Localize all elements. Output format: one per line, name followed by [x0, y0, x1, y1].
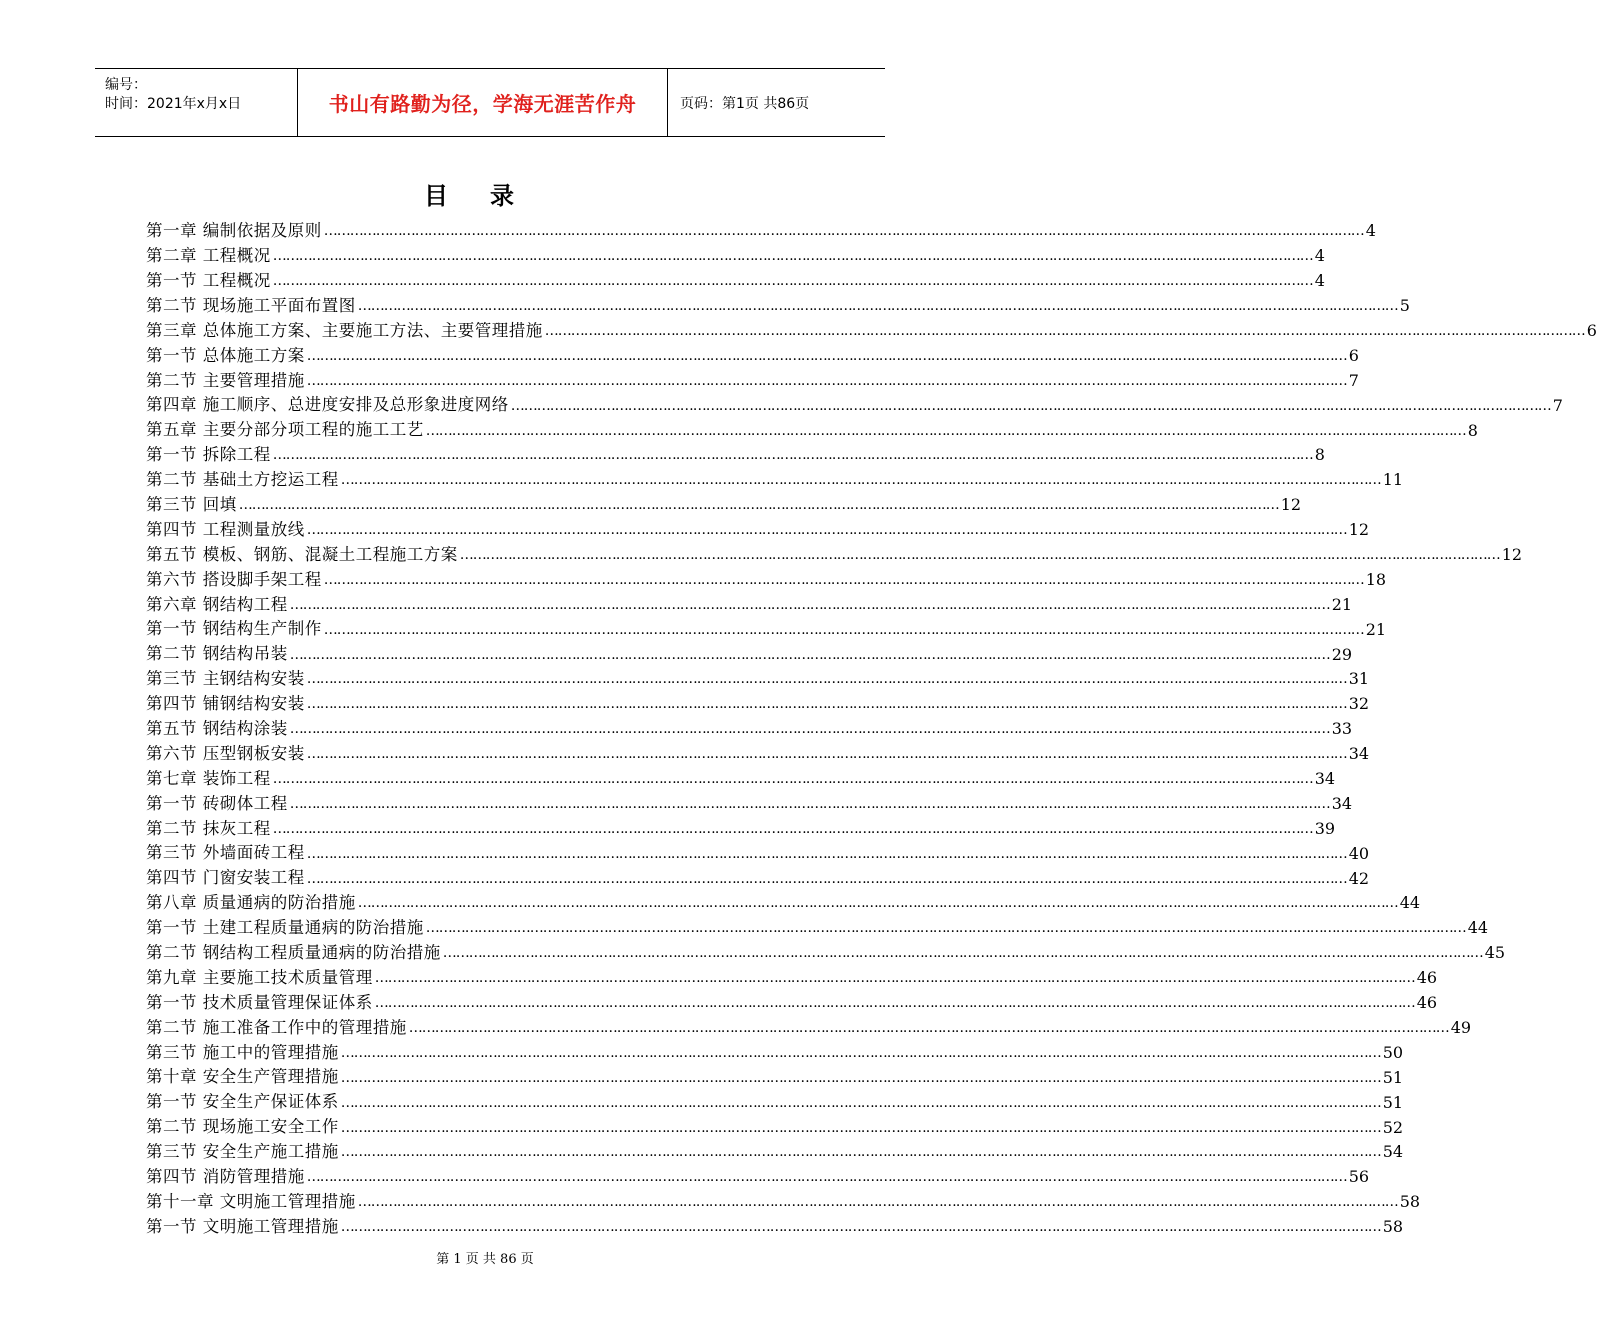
toc-entry: [146, 667, 1370, 692]
header-motto-cell: [298, 69, 668, 136]
toc-entry: [146, 1065, 1404, 1090]
toc-entry: [146, 1040, 1404, 1065]
toc-leader-dots: ……………………………………………………………………………………………………………………………………………………………………………………………………………………: [306, 522, 1347, 539]
toc-entry-label: 第四节 消防管理措施: [146, 1167, 305, 1187]
toc-entry: [146, 816, 1336, 841]
toc-entry-label: 第五节 钢结构涂装: [146, 719, 288, 738]
toc-entry-label: 第七章 装饰工程: [146, 768, 271, 788]
toc-entry: [146, 518, 1370, 543]
toc-entry-page: 12: [1280, 495, 1302, 515]
toc-entry: [146, 841, 1370, 866]
toc-entry-page: 49: [1450, 1017, 1472, 1037]
toc-entry-page: 8: [1314, 445, 1325, 465]
toc-entry-page: 40: [1348, 843, 1370, 863]
number-label: 编号：: [105, 77, 147, 93]
toc-entry-label: 第十一章 文明施工管理措施: [146, 1191, 356, 1211]
toc-entry: [146, 692, 1370, 717]
toc-entry-label: 第二章 工程概况: [146, 246, 271, 266]
toc-entry: [146, 343, 1359, 368]
toc-entry-page: 44: [1467, 918, 1489, 938]
toc-entry-page: 32: [1348, 694, 1370, 714]
toc-entry-label: 第五节 模板、钢筋、混凝土工程施工方案: [146, 544, 458, 564]
toc-leader-dots: ……………………………………………………………………………………………………………………………………………………………………………………………………………………: [340, 1069, 1381, 1086]
toc-entry-label: 第一章 编制依据及原则: [146, 221, 322, 241]
toc-entry: [146, 1016, 1472, 1041]
toc-entry: [146, 916, 1489, 941]
toc-entry: [146, 269, 1325, 294]
toc-entry-label: 第三节 主钢结构安装: [146, 669, 305, 689]
toc-leader-dots: ……………………………………………………………………………………………………………………………………………………………………………………………………………………: [374, 995, 1415, 1012]
toc-entry: [146, 642, 1353, 667]
toc-leader-dots: ……………………………………………………………………………………………………………………………………………………………………………………………………………………: [510, 397, 1551, 414]
toc-entry: [146, 368, 1359, 393]
toc-entry-page: 6: [1348, 345, 1359, 365]
toc-leader-dots: ……………………………………………………………………………………………………………………………………………………………………………………………………………………: [425, 422, 1466, 439]
toc-entry-label: 第十章 安全生产管理措施: [146, 1067, 339, 1087]
toc-entry: [146, 1115, 1404, 1140]
toc-entry-page: 4: [1365, 221, 1376, 241]
toc-entry: [146, 493, 1302, 518]
toc-leader-dots: ……………………………………………………………………………………………………………………………………………………………………………………………………………………: [272, 248, 1313, 265]
toc-leader-dots: ……………………………………………………………………………………………………………………………………………………………………………………………………………………: [374, 970, 1415, 987]
toc-entry-page: 21: [1365, 619, 1387, 639]
toc-entry: [146, 1190, 1421, 1215]
toc-entry-label: 第二节 基础土方挖运工程: [146, 470, 339, 490]
toc-leader-dots: ……………………………………………………………………………………………………………………………………………………………………………………………………………………: [323, 571, 1364, 588]
toc-entry: [146, 891, 1421, 916]
toc-entry-label: 第一节 文明施工管理措施: [146, 1216, 339, 1236]
toc-entry: [146, 294, 1410, 319]
toc-entry-label: 第二节 现场施工安全工作: [146, 1117, 339, 1137]
toc-leader-dots: ……………………………………………………………………………………………………………………………………………………………………………………………………………………: [357, 1194, 1398, 1211]
toc-entry: [146, 319, 1597, 344]
toc-leader-dots: ……………………………………………………………………………………………………………………………………………………………………………………………………………………: [238, 497, 1279, 514]
toc-leader-dots: ……………………………………………………………………………………………………………………………………………………………………………………………………………………: [306, 671, 1347, 688]
toc-entry-page: 45: [1484, 943, 1506, 963]
toc-entry: [146, 1215, 1404, 1240]
toc-entry-page: 7: [1348, 370, 1359, 390]
toc-leader-dots: ……………………………………………………………………………………………………………………………………………………………………………………………………………………: [272, 771, 1313, 788]
toc-entry-page: 5: [1399, 296, 1410, 316]
toc-entry-label: 第四节 铺钢结构安装: [146, 694, 305, 714]
toc-entry-label: 第六节 搭设脚手架工程: [146, 569, 322, 589]
toc-entry-label: 第一节 拆除工程: [146, 445, 271, 465]
toc-entry-page: 56: [1348, 1167, 1370, 1187]
toc-leader-dots: ……………………………………………………………………………………………………………………………………………………………………………………………………………………: [340, 1219, 1381, 1236]
toc-entry-page: 51: [1382, 1092, 1404, 1112]
toc-leader-dots: ……………………………………………………………………………………………………………………………………………………………………………………………………………………: [425, 920, 1466, 937]
toc-entry-page: 44: [1399, 893, 1421, 913]
toc-entry: [146, 244, 1325, 269]
toc-leader-dots: ……………………………………………………………………………………………………………………………………………………………………………………………………………………: [340, 1044, 1381, 1061]
toc-leader-dots: ……………………………………………………………………………………………………………………………………………………………………………………………………………………: [340, 1094, 1381, 1111]
toc-leader-dots: ……………………………………………………………………………………………………………………………………………………………………………………………………………………: [306, 1169, 1347, 1186]
toc-leader-dots: ……………………………………………………………………………………………………………………………………………………………………………………………………………………: [357, 298, 1398, 315]
toc-entry: [146, 1090, 1404, 1115]
toc-entry-page: 34: [1348, 744, 1370, 764]
toc-leader-dots: ……………………………………………………………………………………………………………………………………………………………………………………………………………………: [289, 721, 1330, 738]
toc-entry: [146, 742, 1370, 767]
toc-entry-label: 第四节 工程测量放线: [146, 519, 305, 539]
document-header: [95, 68, 885, 137]
toc-leader-dots: ……………………………………………………………………………………………………………………………………………………………………………………………………………………: [306, 372, 1347, 389]
toc-leader-dots: ……………………………………………………………………………………………………………………………………………………………………………………………………………………: [323, 223, 1364, 240]
toc-entry-label: 第三节 外墙面砖工程: [146, 843, 305, 863]
toc-entry-page: 12: [1348, 520, 1370, 540]
toc-entry-label: 第三章 总体施工方案、主要施工方法、主要管理措施: [146, 320, 543, 340]
toc-entry: [146, 767, 1336, 792]
header-page-info: 页码：第1页 共86页: [680, 95, 810, 112]
toc-entry-page: 52: [1382, 1117, 1404, 1137]
toc-entry: [146, 966, 1438, 991]
toc-entry: [146, 567, 1387, 592]
toc-leader-dots: ……………………………………………………………………………………………………………………………………………………………………………………………………………………: [544, 323, 1585, 339]
toc-entry: [146, 443, 1325, 468]
toc-entry-page: 31: [1348, 669, 1370, 689]
header-meta-cell: [95, 69, 298, 136]
toc-leader-dots: ……………………………………………………………………………………………………………………………………………………………………………………………………………………: [306, 696, 1347, 713]
toc-entry-label: 第八章 质量通病的防治措施: [146, 893, 356, 913]
toc-entry-label: 第一节 土建工程质量通病的防治措施: [146, 918, 424, 938]
toc-entry-page: 34: [1331, 793, 1353, 813]
toc-entry-page: 18: [1365, 569, 1387, 589]
toc-leader-dots: ……………………………………………………………………………………………………………………………………………………………………………………………………………………: [306, 746, 1347, 763]
toc-leader-dots: ……………………………………………………………………………………………………………………………………………………………………………………………………………………: [357, 895, 1398, 912]
toc-entry-page: 42: [1348, 868, 1370, 888]
toc-entry-label: 第二节 现场施工平面布置图: [146, 295, 356, 315]
toc-entry-page: 7: [1552, 395, 1563, 415]
toc-leader-dots: ……………………………………………………………………………………………………………………………………………………………………………………………………………………: [289, 596, 1330, 613]
toc-leader-dots: ……………………………………………………………………………………………………………………………………………………………………………………………………………………: [442, 945, 1483, 962]
toc-entry-label: 第二节 主要管理措施: [146, 370, 305, 390]
toc-entry-label: 第六节 压型钢板安装: [146, 743, 305, 763]
toc-leader-dots: ……………………………………………………………………………………………………………………………………………………………………………………………………………………: [306, 347, 1347, 364]
toc-leader-dots: ……………………………………………………………………………………………………………………………………………………………………………………………………………………: [408, 1019, 1449, 1036]
toc-entry-label: 第四节 门窗安装工程: [146, 868, 305, 888]
toc-entry-label: 第一节 技术质量管理保证体系: [146, 992, 373, 1012]
toc-entry-page: 8: [1467, 420, 1478, 440]
header-page-cell: [668, 69, 885, 136]
toc-entry-label: 第一节 钢结构生产制作: [146, 619, 322, 639]
toc-entry: [146, 219, 1376, 244]
toc-entry-label: 第九章 主要施工技术质量管理: [146, 967, 373, 987]
toc-entry: [146, 791, 1353, 816]
toc-entry-page: 4: [1314, 271, 1325, 291]
toc-entry-page: 34: [1314, 769, 1336, 789]
page-title: 目录: [424, 182, 556, 210]
toc-entry-label: 第三节 回填: [146, 494, 237, 514]
toc-entry: [146, 393, 1563, 418]
toc-leader-dots: ……………………………………………………………………………………………………………………………………………………………………………………………………………………: [289, 795, 1330, 812]
toc-entry-label: 第一节 总体施工方案: [146, 345, 305, 365]
toc-entry-page: 29: [1331, 644, 1353, 664]
toc-entry: [146, 1140, 1404, 1165]
toc-entry-page: 46: [1416, 968, 1438, 988]
motto-text: 书山有路勤为径，学海无涯苦作舟: [328, 92, 637, 116]
toc-entry: [146, 468, 1404, 493]
toc-entry-page: 50: [1382, 1042, 1404, 1062]
toc-entry: [146, 543, 1523, 568]
toc-leader-dots: ……………………………………………………………………………………………………………………………………………………………………………………………………………………: [306, 870, 1347, 887]
toc-entry: [146, 592, 1353, 617]
toc-entry-label: 第五章 主要分部分项工程的施工工艺: [146, 420, 424, 440]
time-label: 时间：2021年x月x日: [105, 96, 242, 112]
toc-entry-page: 58: [1382, 1217, 1404, 1237]
toc-entry-page: 33: [1331, 719, 1353, 739]
toc-entry-label: 第六章 钢结构工程: [146, 594, 288, 614]
toc-entry-page: 54: [1382, 1142, 1404, 1162]
toc-leader-dots: ……………………………………………………………………………………………………………………………………………………………………………………………………………………: [272, 273, 1313, 290]
toc-leader-dots: ……………………………………………………………………………………………………………………………………………………………………………………………………………………: [306, 845, 1347, 862]
toc-entry: [146, 866, 1370, 891]
toc-entry-page: 46: [1416, 993, 1438, 1013]
toc-entry-label: 第二节 施工准备工作中的管理措施: [146, 1017, 407, 1037]
toc-leader-dots: ……………………………………………………………………………………………………………………………………………………………………………………………………………………: [272, 447, 1313, 464]
toc-leader-dots: ……………………………………………………………………………………………………………………………………………………………………………………………………………………: [289, 646, 1330, 663]
toc-entry: [146, 1165, 1370, 1190]
toc-entry-label: 第三节 安全生产施工措施: [146, 1142, 339, 1162]
toc-leader-dots: ……………………………………………………………………………………………………………………………………………………………………………………………………………………: [340, 1119, 1381, 1136]
footer-page-number: 第 1 页 共 86 页: [436, 1252, 534, 1267]
toc-leader-dots: ……………………………………………………………………………………………………………………………………………………………………………………………………………………: [340, 1144, 1381, 1161]
toc-entry-label: 第一节 安全生产保证体系: [146, 1092, 339, 1112]
toc-entry-page: 51: [1382, 1067, 1404, 1087]
toc-entry-page: 12: [1501, 545, 1523, 565]
toc-entry-label: 第二节 钢结构工程质量通病的防治措施: [146, 943, 441, 963]
toc-entry: [146, 941, 1506, 966]
toc-leader-dots: ……………………………………………………………………………………………………………………………………………………………………………………………………………………: [459, 547, 1500, 564]
toc-entry-page: 11: [1382, 470, 1404, 490]
toc-leader-dots: ……………………………………………………………………………………………………………………………………………………………………………………………………………………: [272, 820, 1313, 837]
toc-entry-page: 21: [1331, 594, 1353, 614]
toc-leader-dots: ……………………………………………………………………………………………………………………………………………………………………………………………………………………: [323, 621, 1364, 638]
toc-entry-page: 4: [1314, 246, 1325, 266]
toc-entry-label: 第二节 钢结构吊装: [146, 644, 288, 664]
toc-entry-label: 第一节 工程概况: [146, 270, 271, 290]
toc-entry: [146, 418, 1478, 443]
toc-entry-label: 第四章 施工顺序、总进度安排及总形象进度网络: [146, 395, 509, 415]
toc-entry-label: 第一节 砖砌体工程: [146, 793, 288, 813]
toc-entry-page: 6: [1586, 321, 1597, 340]
table-of-contents: [146, 219, 1597, 1240]
toc-entry: [146, 617, 1387, 642]
toc-leader-dots: ……………………………………………………………………………………………………………………………………………………………………………………………………………………: [340, 472, 1381, 489]
toc-entry-page: 58: [1399, 1192, 1421, 1212]
toc-entry-label: 第二节 抹灰工程: [146, 818, 271, 838]
page-footer: [0, 1248, 950, 1267]
toc-entry: [146, 991, 1438, 1016]
toc-entry-page: 39: [1314, 818, 1336, 838]
toc-entry-label: 第三节 施工中的管理措施: [146, 1042, 339, 1062]
toc-entry: [146, 717, 1353, 742]
